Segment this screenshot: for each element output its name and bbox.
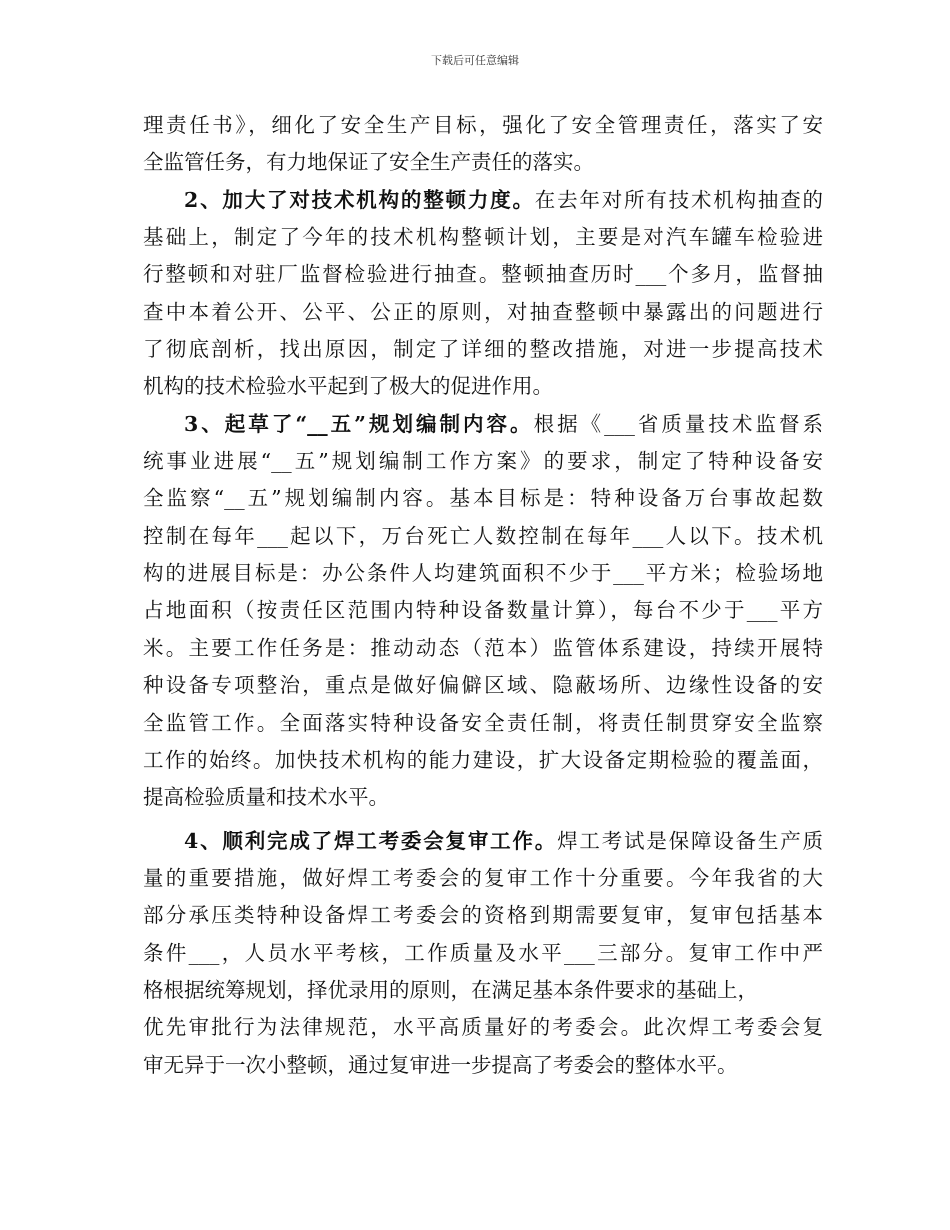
text-line: 格根据统筹规划，择优录用的原则，在满足基本条件要求的基础上， [143, 977, 758, 1002]
section-heading: 4、顺利完成了焊工考委会复审工作。 [184, 828, 558, 853]
paragraph-first-line [143, 823, 823, 860]
text-line: 全监察“__五”规划编制内容。基本目标是：特种设备万台事故起数 [143, 486, 823, 511]
text-line: 理责任书》，细化了安全生产目标，强化了安全管理责任，落实了安 [143, 113, 823, 137]
text-line: 部分承压类特种设备焊工考委会的资格到期需要复审，复审包括基本 [143, 903, 823, 928]
text-line: 工作的始终。加快技术机构的能力建设，扩大设备定期检验的覆盖面， [143, 747, 823, 772]
section-heading: 2、加大了对技术机构的整顿力度。 [184, 187, 535, 212]
text-line: 占地面积（按责任区范围内特种设备数量计算），每台不少于___平方 [143, 598, 823, 623]
paragraph [143, 823, 823, 1084]
text-line: 审无异于一次小整顿，通过复审进一步提高了考委会的整体水平。 [143, 1052, 738, 1077]
text-line: 机构的技术检验水平起到了极大的促进作用。 [143, 374, 553, 399]
text-line: 米。主要工作任务是：推动动态（范本）监管体系建设，持续开展特 [143, 635, 823, 660]
text-line: 全监管工作。全面落实特种设备安全责任制，将责任制贯穿安全监察 [143, 710, 823, 735]
text-line: 统事业进展“__五”规划编制工作方案》的要求，制定了特种设备安 [143, 449, 823, 474]
text-run: 焊工考试是保障设备生产质 [557, 828, 824, 853]
text-run: 在去年对所有技术机构抽查的 [534, 187, 824, 212]
text-line: 了彻底剖析，找出原因，制定了详细的整改措施，对进一步提高技术 [143, 337, 823, 362]
text-line: 种设备专项整治，重点是做好偏僻区域、隐蔽场所、边缘性设备的安 [143, 673, 823, 698]
text-line: 构的进展目标是：办公条件人均建筑面积不少于___平方米；检验场地 [143, 561, 823, 586]
text-run: 根据《___省质量技术监督系 [533, 411, 823, 436]
text-line: 量的重要措施，做好焊工考委会的复审工作十分重要。今年我省的大 [143, 865, 823, 890]
text-line: 提高检验质量和技术水平。 [143, 785, 389, 810]
text-line: 优先审批行为法律规范，水平高质量好的考委会。此次焊工考委会复 [143, 1015, 823, 1040]
text-line: 条件___，人员水平考核，工作质量及水平___三部分。复审工作中严 [143, 940, 823, 965]
paragraph [143, 107, 823, 182]
paragraph-first-line [143, 406, 823, 443]
text-line: 基础上，制定了今年的技术机构整顿计划，主要是对汽车罐车检验进 [143, 225, 823, 250]
text-line: 查中本着公开、公平、公正的原则，对抽查整顿中暴露出的问题进行 [143, 299, 823, 324]
document-body [143, 107, 823, 1084]
page-header: 下载后可任意编辑 [431, 54, 519, 67]
section-heading: 3、起草了“__五”规划编制内容。 [184, 411, 534, 436]
text-line: 控制在每年___起以下，万台死亡人数控制在每年___人以下。技术机 [143, 523, 823, 548]
text-line: 行整顿和对驻厂监督检验进行抽查。整顿抽查历时___个多月，监督抽 [143, 262, 823, 287]
paragraph [143, 406, 823, 817]
paragraph-first-line [143, 182, 823, 219]
paragraph [143, 182, 823, 406]
text-line: 全监管任务，有力地保证了安全生产责任的落实。 [143, 150, 594, 175]
